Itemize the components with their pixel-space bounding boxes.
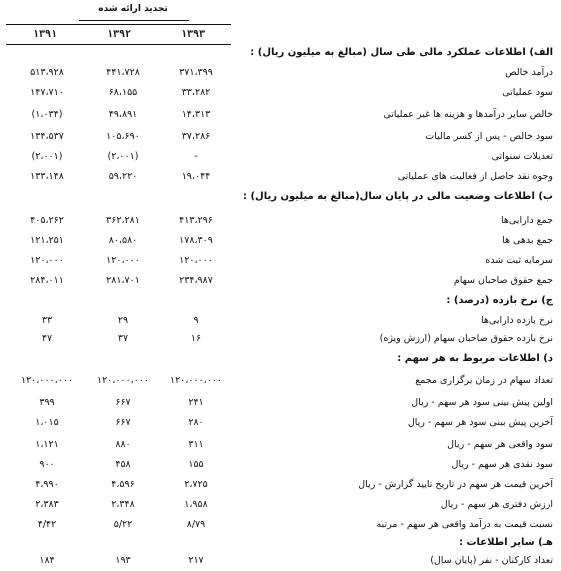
table-row (0, 106, 561, 124)
column-header-1391: ۱۳۹۱ (32, 29, 58, 40)
cell-1393: ۱۵۵ (188, 459, 204, 470)
cell-1392: ۳۶۲،۲۸۱ (106, 215, 140, 226)
column-header-1393: ۱۳۹۳ (180, 29, 206, 40)
cell-1392: ۴،۵۹۶ (111, 479, 135, 490)
cell-1391: ۱۳۴،۵۳۷ (30, 131, 64, 142)
table-row (0, 212, 561, 230)
cell-1393: ۱۲۰،۰۰۰ (179, 255, 213, 266)
restated-header: تجدید ارائه شده (98, 4, 168, 14)
row-label: تعدیلات سنواتی (491, 151, 553, 162)
table-row (0, 476, 561, 494)
cell-1391: ۱۲۱،۲۵۱ (30, 235, 64, 246)
cell-1393: ۲۸۰ (188, 417, 204, 428)
section-heading-row (0, 292, 561, 310)
cell-1392: (۲،۰۰۱) (107, 151, 139, 162)
row-label: آخرین پیش بینی سود هر سهم - ریال (407, 417, 553, 428)
row-label: نسبت قیمت به درآمد واقعی هر سهم - مرتبه (376, 519, 553, 530)
cell-1391: (۱،۰۳۴) (31, 109, 63, 120)
section-heading-row (0, 188, 561, 206)
cell-1393: ۲۳۴،۹۸۷ (179, 275, 213, 286)
row-label: خالص سایر درآمدها و هزینه ها غیر عملیاتی (383, 109, 553, 120)
section-heading-row (0, 44, 561, 62)
table-row (0, 232, 561, 250)
table-row (0, 64, 561, 82)
cell-1393: ۳۱۱ (188, 439, 204, 450)
cell-1391: ۱،۱۲۱ (35, 439, 59, 450)
section-heading: ج) نرخ بازده (درصد) : (446, 295, 553, 306)
cell-1392: ۵۹،۲۲۰ (108, 171, 138, 182)
cell-1391: ۱۳۳،۱۴۸ (30, 171, 64, 182)
cell-1392: ۵/۲۲ (113, 519, 133, 530)
cell-1393: ۳۷۱،۳۹۹ (179, 67, 213, 78)
section-heading: هـ) سایر اطلاعات : (458, 537, 553, 548)
row-label: سود خالص - پس از کسر مالیات (425, 131, 553, 142)
cell-1391: ۱۲۰،۰۰۰،۰۰۰ (20, 375, 74, 386)
cell-1392: ۱۲۰،۰۰۰ (106, 255, 140, 266)
row-label: سود واقعی هر سهم - ریال (447, 439, 553, 450)
cell-1392: ۱۰۵،۶۹۰ (106, 131, 140, 142)
cell-1392: ۶۶۷ (115, 417, 131, 428)
cell-1393: ۱۷۸،۳۰۹ (179, 235, 213, 246)
row-label: نرخ بازده دارایی‌ها (481, 315, 553, 326)
row-label: سود عملیاتی (502, 87, 553, 98)
column-header-1392: ۱۳۹۲ (106, 29, 132, 40)
cell-1392: ۸۰،۵۸۰ (108, 235, 138, 246)
cell-1393: ۸/۷۹ (186, 519, 206, 530)
table-row (0, 516, 561, 534)
cell-1391: ۳۳ (41, 315, 53, 326)
cell-1393: ۳۳،۲۸۲ (181, 87, 211, 98)
cell-1392: ۱۲۰،۰۰۰،۰۰۰ (96, 375, 150, 386)
row-label: آخرین قیمت هر سهم در تاریخ تایید گزارش - ریال (358, 479, 553, 490)
table-row (0, 168, 561, 186)
cell-1391: ۱۲۰،۰۰۰ (30, 255, 64, 266)
cell-1393: ۲۴۱ (188, 397, 204, 408)
row-label: تعداد سهام در زمان برگزاری مجمع (415, 375, 553, 386)
header-top-rule (6, 24, 231, 25)
cell-1392: ۸۸۰ (115, 439, 131, 450)
row-label: ارزش دفتری هر سهم - ریال (440, 499, 553, 510)
cell-1391: ۴۰۵،۲۶۲ (30, 215, 64, 226)
table-row (0, 414, 561, 432)
cell-1392: ۱۹۳ (115, 555, 131, 566)
table-row (0, 148, 561, 166)
table-row (0, 436, 561, 454)
row-label: وجوه نقد حاصل از فعالیت های عملیاتی (397, 171, 553, 182)
section-heading: الف) اطلاعات عملکرد مالی طی سال (مبالغ به میلیون ریال) : (250, 47, 553, 58)
table-row (0, 330, 561, 348)
cell-1393: ۱۶ (190, 333, 202, 344)
cell-1393: ۱۲۰،۰۰۰،۰۰۰ (169, 375, 223, 386)
cell-1393: ۴۱۳،۲۹۶ (179, 215, 213, 226)
table-row (0, 252, 561, 270)
cell-1392: ۴۹،۸۹۱ (108, 109, 138, 120)
cell-1391: ۵۱۳،۹۲۸ (30, 67, 64, 78)
cell-1393: ۱۹،۰۴۴ (181, 171, 211, 182)
cell-1392: ۲،۳۴۸ (111, 499, 135, 510)
row-label: جمع بدهی ها (502, 235, 553, 246)
table-row (0, 456, 561, 474)
cell-1393: - (194, 151, 198, 162)
cell-1391: (۲،۰۰۱) (31, 151, 63, 162)
cell-1393: ۲،۷۲۵ (184, 479, 208, 490)
cell-1392: ۲۹ (117, 315, 129, 326)
row-label: نرخ بازده حقوق صاحبان سهام (ارزش ویژه) (379, 333, 553, 344)
section-heading: د) اطلاعات مربوط به هر سهم : (397, 353, 553, 364)
cell-1392: ۳۷ (117, 333, 129, 344)
row-label: جمع حقوق صاحبان سهام (453, 275, 553, 286)
row-label: درآمد خالص (505, 67, 553, 78)
cell-1392: ۲۸۱،۷۰۱ (106, 275, 140, 286)
row-label: تعداد کارکنان - نفر (پایان سال) (430, 555, 553, 566)
cell-1391: ۱۸۴ (39, 555, 55, 566)
cell-1391: ۳۹۹ (39, 397, 55, 408)
cell-1391: ۱،۰۱۵ (35, 417, 59, 428)
table-row (0, 84, 561, 102)
section-heading: ب) اطلاعات وضعیت مالی در پایان سال(مبالغ به میلیون ریال) : (243, 191, 553, 202)
cell-1393: ۲۱۷ (188, 555, 204, 566)
cell-1391: ۱۴۷،۷۱۰ (30, 87, 64, 98)
row-label: جمع دارایی‌ها (500, 215, 553, 226)
row-label: سرمایه ثبت شده (485, 255, 553, 266)
cell-1392: ۴۵۸ (115, 459, 131, 470)
cell-1391: ۴/۴۲ (37, 519, 57, 530)
section-heading-row (0, 534, 561, 552)
cell-1391: ۴۷ (41, 333, 53, 344)
table-row (0, 312, 561, 330)
table-row (0, 372, 561, 390)
cell-1391: ۹۰۰ (39, 459, 55, 470)
table-row (0, 496, 561, 514)
cell-1393: ۱۴،۳۱۳ (181, 109, 211, 120)
table-row (0, 394, 561, 412)
cell-1391: ۲،۳۸۳ (35, 499, 59, 510)
row-label: اولین پیش بینی سود هر سهم - ریال (411, 397, 553, 408)
restated-underline (79, 20, 189, 21)
cell-1393: ۱،۹۵۸ (184, 499, 208, 510)
cell-1393: ۳۷،۲۸۶ (181, 131, 211, 142)
cell-1392: ۴۴۱،۷۲۸ (106, 67, 140, 78)
table-row (0, 272, 561, 290)
row-label: سود نقدی هر سهم - ریال (451, 459, 553, 470)
cell-1391: ۴،۹۹۰ (35, 479, 59, 490)
cell-1393: ۹ (193, 315, 199, 326)
table-row (0, 128, 561, 146)
cell-1392: ۶۸،۱۵۵ (108, 87, 138, 98)
section-heading-row (0, 350, 561, 368)
cell-1392: ۶۶۷ (115, 397, 131, 408)
table-row (0, 552, 561, 570)
cell-1391: ۲۸۴،۰۱۱ (30, 275, 64, 286)
